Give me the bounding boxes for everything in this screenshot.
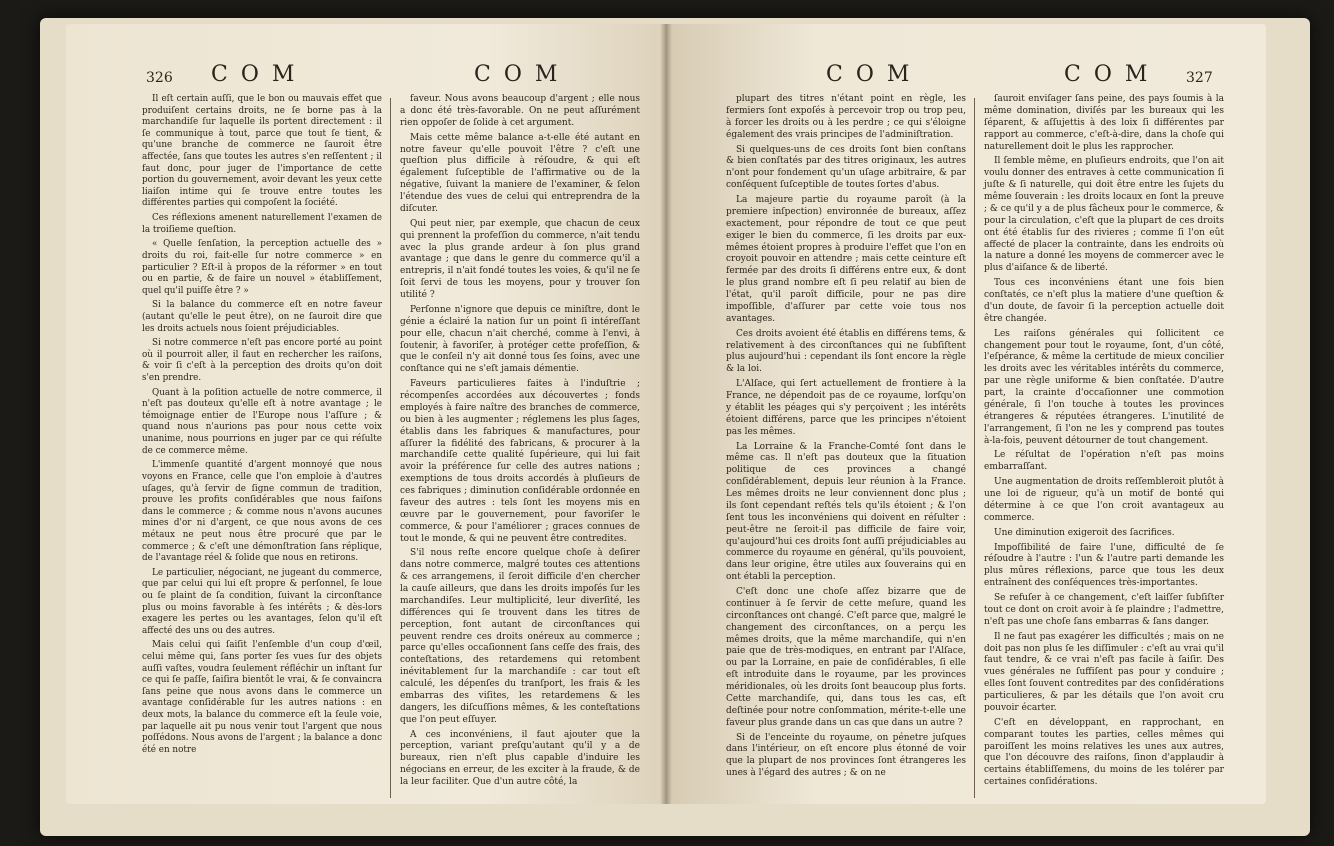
right-page-number: 327	[1186, 70, 1213, 86]
right-running-head-left: C O M	[826, 62, 913, 87]
paragraph: C'eſt en développant, en rapprochant, en comparant toutes les parties, celles mêmes qui paroiſſent les moins relatives les unes aux autres, que l'on découvre des raiſons, ſinon d'applaudir à certains établiſſemens, du moins de les tolérer par certaines conſidérations.	[984, 717, 1224, 788]
paragraph: Mais celui qui ſaiſit l'enſemble d'un coup d'œil, celui même qui, ſans porter ſes vues ſur des objets auſſi vaſtes, voudra ſeulement réfléchir un inſtant ſur ce qui ſe paſſe, ſaiſira bientôt le vrai, & ſe convaincra ſans peine que nous avons dans le commerce un avantage conſidérable ſur les autres nations : en deux mots, la balance du commerce eſt la ſeule voie, par laquelle ait pu nous venir tout l'argent que nous poſſédons. Nous avons de l'argent ; la balance a donc été en notre	[142, 640, 382, 755]
left-page	[66, 24, 666, 804]
column-rule	[390, 98, 391, 798]
paragraph: Tous ces inconvéniens étant une fois bien conſtatés, ce n'eſt plus la matiere d'une queſtion & d'un doute, de ſavoir ſi la perception actuelle doit être changée.	[984, 278, 1224, 324]
right-page-header	[666, 54, 1266, 94]
paragraph: Quant à la poſition actuelle de notre commerce, il n'eſt pas douteux qu'elle eſt à notre avantage ; le témoignage entier de l'Europe nous l'aſſure ; & quand nous n'aurions pas pour nous cette voix unanime, nous pourrions en juger par ce qui réſulte de ce commerce même.	[142, 387, 382, 456]
paragraph: Les raiſons générales qui ſollicitent ce changement pour tout le royaume, ſont, d'un côté, l'eſpérance, & même la certitude de mieux concilier les droits avec les véritables intérêts du commerce, par une règle uniforme & bien conſtatée. D'autre part, la crainte d'occaſionner une commotion générale, ſi l'on touche à toutes les provinces étrangeres & réputées étrangeres. L'inutilité de l'arrangement, ſi l'on ne les y comprend pas toutes à-la-fois, peuvent détourner de tout changement.	[984, 328, 1224, 446]
paragraph: Impoſſibilité de faire l'une, difficulté de ſe réſoudre à l'autre : l'un & l'autre parti demande les plus mûres réflexions, parce que tous les deux entraînent des conſéquences très-importantes.	[984, 542, 1224, 589]
paragraph: ſauroit enviſager ſans peine, des pays ſoumis à la même domination, diviſés par les bureaux qui les ſéparent, & aſſujettis à des loix ſi différentes par rapport au commerce, c'eſt-à-dire, dans la choſe qui naturellement doit le plus les rapprocher.	[984, 94, 1224, 152]
paragraph: S'il nous reſte encore quelque choſe à deſirer dans notre commerce, malgré toutes ces attentions & ces arrangemens, il ſeroit difficile d'en chercher la cauſe ailleurs, que dans les droits impoſés ſur les marchandiſes. Leur multiplicité, leur diverſité, les différences qui ſe trouvent dans les titres de perception, font autant de circonſtances qui peuvent rendre ces droits onéreux au commerce ; parce qu'elles occaſionnent ſans ceſſe des frais, des conteſtations, des retardemens qui retombent inévitablement ſur la marchandiſe : car tout eſt calculé, les dépenſes du tranſport, les frais & les embarras des viſites, les retardemens & les dangers, les diſcuſſions mêmes, & les conteſtations que l'on peut eſſuyer.	[400, 548, 640, 725]
paragraph: Qui peut nier, par exemple, que chacun de ceux qui prennent la profeſſion du commerce, n'ait tendu avec la plus grande ardeur à ſon plus grand avantage ; que dans le genre du commerce qu'il a entrepris, il n'ait fondé toutes les voies, & qu'il ne ſe ſoit ſervi de tous les moyens, pour y trouver ſon utilité ?	[400, 218, 640, 300]
left-page-column-2	[400, 94, 640, 792]
right-page-column-1	[726, 94, 966, 783]
paragraph: Ces réflexions amenent naturellement l'examen de la troiſieme queſtion.	[142, 213, 382, 235]
paragraph: Il eſt certain auſſi, que le bon ou mauvais effet que produiſent certains droits, ne ſe borne pas à la marchandiſe ſur laquelle ils portent directement : il ſe communique à tout, parce que tout ſe tient, & qu'une branche de commerce ne ſauroit être affectée, ſans que toutes les autres s'en reſſentent ; il faut donc, pour juger de l'importance de cette portion du gouvernement, avoir devant les yeux cette liaiſon intime qui ſe trouve entre toutes les différentes parties qui compoſent la ſociété.	[142, 94, 382, 209]
paragraph: Le réſultat de l'opération n'eſt pas moins embarraſſant.	[984, 450, 1224, 473]
paragraph: Perſonne n'ignore que depuis ce miniſtre, dont le génie a éclairé la nation ſur un point ſi intéreſſant pour elle, chacun n'ait cherché, comme à l'envi, à ſoutenir, à favoriſer, à protéger cette profeſſion, & que le conſeil n'y ait donné tous ſes ſoins, avec une conſtance qui ne s'eſt jamais démentie.	[400, 304, 640, 375]
paragraph: La majeure partie du royaume paroît (à la premiere inſpection) environnée de bureaux, aſſez exactement, pour répondre de tout ce que peut exiger le bien du commerce, ſi les droits par eux-mêmes étoient propres à produire l'effet que l'on en croyoit pouvoir en attendre ; mais cette ceinture eſt fermée par des droits ſi différens entre eux, & dont le plus grand nombre eſt ſi peu relatif au bien de l'état, qu'il paroît difficile, pour ne pas dire impoſſible, d'aſſurer par cette voie tous nos avantages.	[726, 195, 966, 324]
paragraph: Ces droits avoient été établis en différens tems, & relativement à des circonſtances qui ne ſubſiſtent plus aujourd'hui : cependant ils ſont encore la règle & la loi.	[726, 328, 966, 375]
right-page-column-2	[984, 94, 1224, 792]
paragraph: Se refuſer à ce changement, c'eſt laiſſer ſubſiſter tout ce dont on croit avoir à ſe plaindre ; l'admettre, n'eſt pas une choſe ſans embarras & ſans danger.	[984, 593, 1224, 627]
left-running-head-right: C O M	[474, 62, 561, 87]
right-running-head-right: C O M	[1064, 62, 1151, 87]
paragraph: Faveurs particulieres faites à l'induſtrie ; récompenſes accordées aux découvertes ; fonds employés à faire naître des branches de commerce, ou bien à les augmenter ; réglemens les plus ſages, établis dans les fabriques & manufactures, pour aſſurer la fidélité des fabricans, & procurer à la marchandiſe cette qualité ſupérieure, qui lui fait avoir la préférence ſur celle des autres nations ; exemptions de tous droits accordés à pluſieurs de ces fabriques ; diminution conſidérable ordonnée en faveur des autres : tels ſont les moyens mis en œuvre par le gouvernement, pour favoriſer le commerce, & pour l'améliorer ; graces connues de tout le monde, & qui ne peuvent être contredites.	[400, 379, 640, 544]
paragraph: Une diminution exigeroit des ſacrifices.	[994, 527, 1175, 538]
left-page-column-1	[142, 94, 382, 760]
paragraph: Il ſemble même, en pluſieurs endroits, que l'on ait voulu donner des entraves à cette communication ſi juſte & ſi naturelle, qui doit être entre les ſujets du même ſouverain : les droits locaux en ſont la preuve ; & ce qu'il y a de plus fâcheux pour le commerce, & pour la circulation, c'eſt que la plupart de ces droits ont été établis ſur des rivieres ; comme ſi l'on eût affecté de placer la contrainte, dans les endroits où la nature a donné les moyens de commercer avec le plus d'aiſance & de liberté.	[984, 156, 1224, 274]
right-page	[666, 24, 1266, 804]
paragraph: La Lorraine & la Franche-Comté ſont dans le même cas. Il n'eſt pas douteux que la ſituation politique de ces provinces a changé conſidérablement, depuis leur réunion à la France. Les mêmes droits ne leur conviennent donc plus ; ils ſont cependant reſtés tels qu'ils étoient ; & l'on ſent tous les inconvéniens qui doivent en réſulter : peut-être ne ſeroit-il pas difficile de faire voir, qu'aujourd'hui ces droits ſont auſſi préjudiciables au commerce du royaume en général, qu'ils pouvoient, dans leur origine, être utiles aux ſouverains qui en ont établi la perception.	[726, 441, 966, 583]
paragraph: Une augmentation de droits reſſembleroit plutôt à une loi de rigueur, qu'à un motif de bonté qui détermine à ce que l'on croit avantageux au commerce.	[984, 477, 1224, 523]
paragraph: Si notre commerce n'eſt pas encore porté au point où il pourroit aller, il faut en rechercher les raiſons, & voir ſi c'eſt à la perception des droits qu'on doit s'en prendre.	[142, 338, 382, 384]
paragraph: Il ne faut pas exagérer les difficultés ; mais on ne doit pas non plus ſe les diſſimuler : c'eſt au vrai qu'il faut tendre, & ce vrai n'eſt pas facile à ſaiſir. Des vues générales ne ſuffiſent pas pour y conduire ; elles ſont ſouvent contredites par des conſidérations particulieres, & par les détails que l'on avoit cru pouvoir écarter.	[984, 631, 1224, 713]
book-gutter	[660, 24, 672, 804]
paragraph: L'immenſe quantité d'argent monnoyé que nous voyons en France, celle que l'on emploie à d'autres uſages, qu'à ſervir de ſigne commun de tradition, prouve les profits conſidérables que nous faiſons dans le commerce ; & comme nous n'avons aucunes mines d'or ni d'argent, ce que nous avons de ces métaux ne peut nous être procuré que par le commerce ; & c'eſt une démonſtration ſans réplique, de l'avantage réel & ſolide que nous en retirons.	[142, 460, 382, 564]
paragraph: C'eſt donc une choſe aſſez bizarre que de continuer à ſe ſervir de cette meſure, quand les circonſtances ont changé. C'eſt parce que, malgré le changement des circonſtances, on a perçu les mêmes droits, que la même marchandiſe, qui n'en paie que de très-modiques, en entrant par l'Alſace, ou par la Lorraine, en paie de conſidérables, ſi elle eſt introduite dans le royaume, par les provinces méridionales, où les droits ſont beaucoup plus forts. Cette marchandiſe, qui, dans tous les cas, eſt deſtinée pour notre conſommation, mérite-t-elle une faveur plus grande dans un cas que dans un autre ?	[726, 587, 966, 728]
paragraph: Si de l'enceinte du royaume, on pénetre juſques dans l'intérieur, on eſt encore plus étonné de voir que la plupart de nos provinces ſont étrangeres les unes à l'égard des autres ; & on ne	[726, 732, 966, 779]
paragraph: Si la balance du commerce eſt en notre faveur (autant qu'elle le peut être), on ne ſauroit dire que les droits actuels nous ſoient préjudiciables.	[142, 300, 382, 334]
left-page-number: 326	[146, 70, 173, 86]
left-running-head-left: C O M	[211, 62, 298, 87]
paragraph: Mais cette même balance a-t-elle été autant en notre faveur qu'elle pouvoit l'être ? c'eſt une queſtion plus difficile à réſoudre, & qui eſt également ſuſceptible de l'affirmative ou de la négative, ſuivant la maniere de l'examiner, & ſelon l'étendue des vues de celui qui entreprendra de la diſcuter.	[400, 132, 640, 214]
paragraph: plupart des titres n'étant point en règle, les fermiers ſont expoſés à percevoir trop ou trop peu, à forcer les droits ou à les perdre ; ce qui s'éloigne également des vrais principes de l'adminiſtration.	[726, 94, 966, 140]
paragraph: L'Alſace, qui ſert actuellement de frontiere à la France, ne dépendoit pas de ce royaume, lorſqu'on y établit les péages qui s'y perçoivent ; les intérêts étoient différens, parce que les principes n'étoient pas les mêmes.	[726, 379, 966, 437]
column-rule	[974, 98, 975, 798]
paragraph: Le particulier, négociant, ne jugeant du commerce, que par celui qui lui eſt propre & perſonnel, ſe loue ou ſe plaint de ſa condition, ſuivant la circonſtance plus ou moins favorable à ſes intérêts ; & dès-lors exagere les pertes ou les avantages, ſelon qu'il eſt affecté des uns ou des autres.	[142, 567, 382, 636]
paragraph: faveur. Nous avons beaucoup d'argent ; elle nous a donc été très-favorable. On ne peut aſſurément rien oppoſer de ſolide à cet argument.	[400, 94, 640, 128]
left-page-header	[66, 54, 666, 94]
paragraph: A ces inconvéniens, il faut ajouter que la perception, variant preſqu'autant qu'il y a de bureaux, rien n'eſt plus capable d'induire les négocians en erreur, de les exciter à la fraude, & de la leur faciliter. Que d'un autre côté, la	[400, 729, 640, 787]
quotation: « Quelle ſenſation, la perception actuelle des » droits du roi, fait-elle ſur notre commerce » en particulier ? Eſt-il à propos de la réformer » en tout ou en partie, & de faire un nouvel » établiſſement, quel qu'il puiſſe être ? »	[142, 239, 382, 296]
paragraph: Si quelques-uns de ces droits ſont bien conſtans & bien conſtatés par des titres originaux, les autres n'ont pour fondement qu'un uſage arbitraire, & par conſéquent ſuſceptible de toutes ſortes d'abus.	[726, 144, 966, 191]
